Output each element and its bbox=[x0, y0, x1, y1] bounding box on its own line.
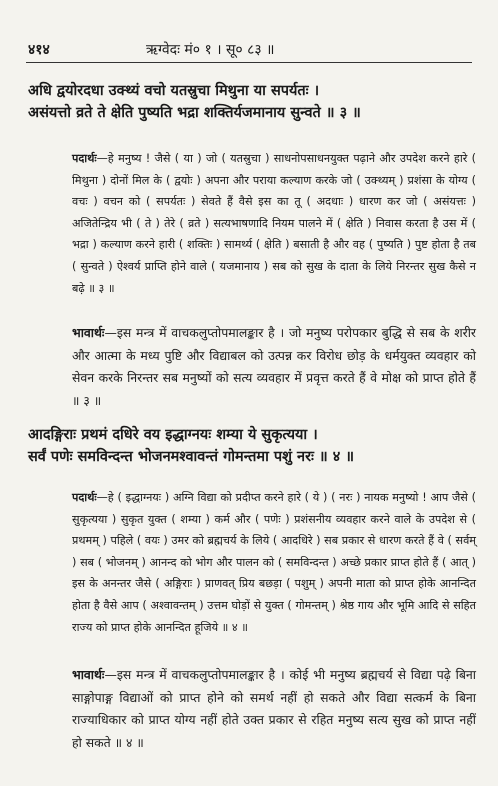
mantra-4 bbox=[28, 424, 476, 468]
padartha-label: पदार्थः bbox=[72, 152, 97, 165]
bhavartha-text: —इस मन्त्र में वाचकलुप्तोपमालङ्कार है । कोई भी मनुष्य ब्रह्मचर्य से विद्या पढ़े बिना साङ्गोपाङ्ग विद्याओं को प्राप्त होने को समर्थ नहीं हो सकते और विद्या सत्कर्म के बिना राज्याधिकार को प्राप्त योग्य नहीं होते उक्त प्रकार से रहित मनुष्य सत्य सुख को प्राप्त नहीं हो सकते ॥ ४ ॥ bbox=[72, 667, 476, 750]
bhavartha-3 bbox=[28, 322, 476, 412]
mantra-3-line-1: अधि द्वयोरदधा उक्थ्यं वचो यतस्रुचा मिथुना या सपर्यतः । bbox=[28, 83, 320, 99]
header-rule bbox=[26, 62, 472, 63]
padartha-4 bbox=[28, 487, 476, 638]
padartha-text: —हे ( इद्धाग्नयः ) अग्नि विद्या को प्रदीप्त करने हारे ( ये ) ( नरः ) नायक मनुष्यो ! आप जैसे ( सुकृत्यया ) सुकृत युक्त ( शम्या ) कर्म और ( पणेः ) प्रशंसनीय व्यवहार करने वाले के उपदेश से ( प्रथमम् ) पहिले ( वयः ) उमर को ब्रह्मचर्य के लिये ( आदधिरे ) सब प्रकार से धारण करते हैं वे ( सर्वम् ) सब ( भोजनम् ) आनन्द को भोग और पालन को ( समविन्दन्त ) अच्छे प्रकार प्राप्त होते हैं ( आत् ) इस के अनन्तर जैसे ( अङ्गिराः ) प्राणवत् प्रिय बछड़ा ( पशुम् ) अपनी माता को प्राप्त होके आनन्दित होता है वैसे आप ( अश्वावन्तम् ) उत्तम घोड़ों से युक्त ( गोमन्तम् ) श्रेष्ठ गाय और भूमि आदि से सहित राज्य को प्राप्त होके आनन्दित हूजिये ॥ ४ ॥ bbox=[72, 491, 476, 634]
padartha-text: —हे मनुष्य ! जैसे ( या ) जो ( यतस्रुचा ) साधनोपसाधनयुक्त पढ़ाने और उपदेश करने हारे ( मिथुना ) दोनों मिल के ( द्वयोः ) अपना और पराया कल्याण करके जो ( उक्थ्यम् ) प्रशंसा के योग्य ( वचः ) वचन को ( सपर्यतः ) सेवते हैं वैसे इस का तू ( अदधाः ) धारण कर जो ( असंयत्तः ) अजितेन्द्रिय भी ( ते ) तेरे ( व्रते ) सत्यभाषणादि नियम पालने में ( क्षेति ) निवास करता है उस में ( भद्रा ) कल्याण करने हारी ( शक्तिः ) सामर्थ्य ( क्षेति ) बसाती है और वह ( पुष्यति ) पुष्ट होता है तब ( सुन्वते ) ऐश्वर्य प्राप्ति होने वाले ( यजमानाय ) सब को सुख के दाता के लिये निरन्तर सुख कैसे न बढ़े ॥ ३ ॥ bbox=[72, 152, 476, 295]
mantra-3-line-2: असंयत्तो व्रते ते क्षेति पुष्यति भद्रा शक्तिर्यजमानाय सुन्वते ॥ ३ ॥ bbox=[28, 105, 361, 121]
page-header bbox=[28, 40, 470, 62]
mantra-3 bbox=[28, 80, 476, 124]
mantra-4-line-1: आदङ्गिराः प्रथमं दधिरे वय इद्धाग्नयः शम्या ये सुकृत्यया । bbox=[28, 427, 318, 443]
padartha-3 bbox=[28, 148, 476, 299]
bhavartha-4 bbox=[28, 664, 476, 754]
bhavartha-label: भावार्थः bbox=[72, 325, 105, 340]
bhavartha-label: भावार्थः bbox=[72, 667, 105, 682]
bhavartha-text: —इस मन्त्र में वाचकलुप्तोपमालङ्कार है । जो मनुष्य परोपकार बुद्धि से सब के शरीर और आत्मा के मध्य पुष्टि और विद्याबल को उत्पन्न कर विरोध छोड़ के धर्मयुक्त व्यवहार को सेवन करके निरन्तर सब मनुष्यों को सत्य व्यवहार में प्रवृत्त करते हैं वे मोक्ष को प्राप्त होते हैं ॥ ३ ॥ bbox=[72, 325, 476, 408]
padartha-label: पदार्थः bbox=[72, 491, 97, 504]
page-number: ४१४ bbox=[28, 42, 50, 58]
mantra-4-line-2: सर्वं पणेः समविन्दन्त भोजनमश्वावन्तं गोमन्तमा पशुं नरः ॥ ४ ॥ bbox=[28, 449, 355, 465]
running-head: ऋग्वेदः मं० १ । सू० ८३ ॥ bbox=[146, 42, 275, 58]
